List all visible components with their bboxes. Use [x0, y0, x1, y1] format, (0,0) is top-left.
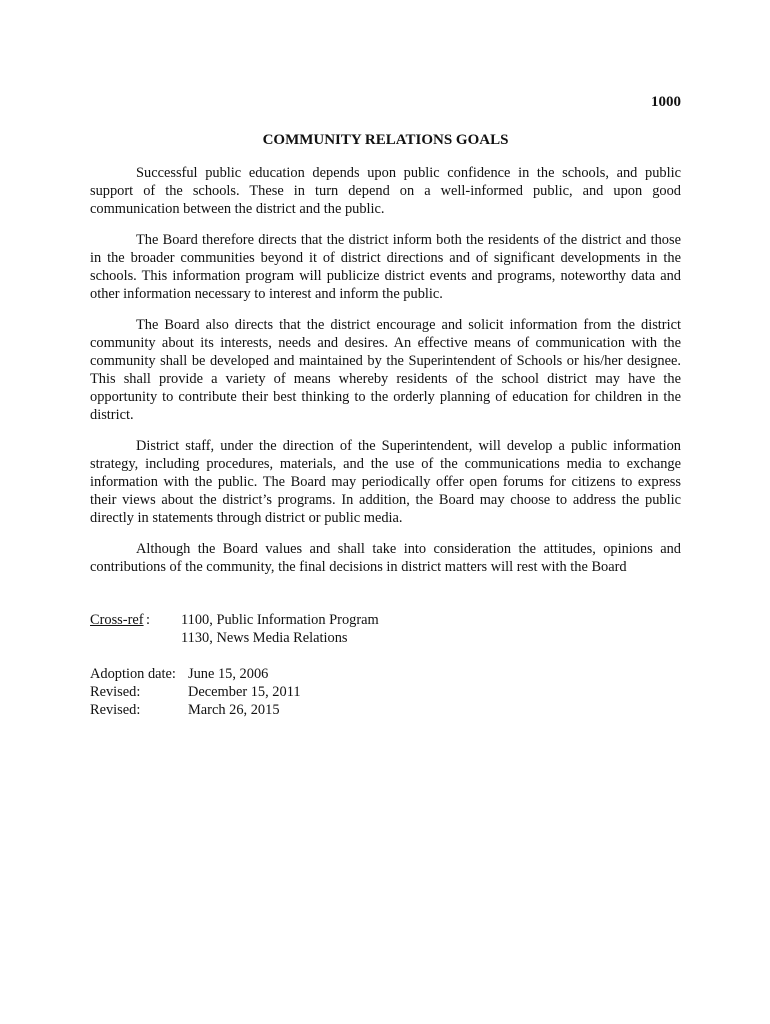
adoption-history: [90, 665, 681, 719]
cross-ref-item: 1100, Public Information Program: [181, 612, 379, 628]
cross-ref-colon: :: [146, 612, 150, 628]
history-label: Adoption date:: [90, 666, 176, 682]
paragraph-public-confidence: Successful public education depends upon public confidence in the schools, and public support of the schools. These in turn depend on a well-informed public, and upon good communication between the district and the public.: [90, 165, 681, 217]
paragraph-final-decisions: Although the Board values and shall take into consideration the attitudes, opinions and contributions of the community, the final decisions in district matters will rest with the Board: [90, 541, 681, 575]
history-row-revised: [90, 683, 681, 701]
history-row-adoption: [90, 665, 681, 683]
paragraph-solicit-information: The Board also directs that the district encourage and solicit information from the district community about its interests, needs and desires. An effective means of communication with the community shall be developed and maintained by the Superintendent of Schools or his/her designee. This shall provide a variety of means whereby residents of the school district may have the opportunity to contribute their best thinking to the orderly planning of education for children in the district.: [90, 317, 681, 423]
history-label: Revised:: [90, 702, 141, 718]
document-page: [90, 0, 681, 1024]
history-row-revised: [90, 701, 681, 719]
cross-ref-list: [181, 611, 379, 647]
history-date: March 26, 2015: [188, 702, 280, 718]
policy-number: 1000: [651, 94, 681, 110]
history-date: December 15, 2011: [188, 684, 301, 700]
history-label: Revised:: [90, 684, 141, 700]
page-title: COMMUNITY RELATIONS GOALS: [262, 132, 509, 148]
cross-ref-label: [90, 611, 144, 629]
paragraph-staff-strategy: District staff, under the direction of the Superintendent, will develop a public information strategy, including procedures, materials, and the use of the communications media to exchange information with the public. The Board may periodically offer open forums for citizens to express their views about the district’s programs. In addition, the Board may choose to address the public directly in statements through district or public media.: [90, 438, 681, 526]
cross-ref-label-text: Cross-ref: [90, 612, 144, 628]
policy-body: [90, 164, 681, 589]
paragraph-inform-residents: The Board therefore directs that the district inform both the residents of the district and those in the broader communities beyond it of district directions and of significant developments in the schools. This information program will publicize district events and programs, noteworthy data and other information necessary to interest and inform the public.: [90, 232, 681, 302]
cross-ref-item: 1130, News Media Relations: [181, 630, 348, 646]
history-date: June 15, 2006: [188, 666, 269, 682]
